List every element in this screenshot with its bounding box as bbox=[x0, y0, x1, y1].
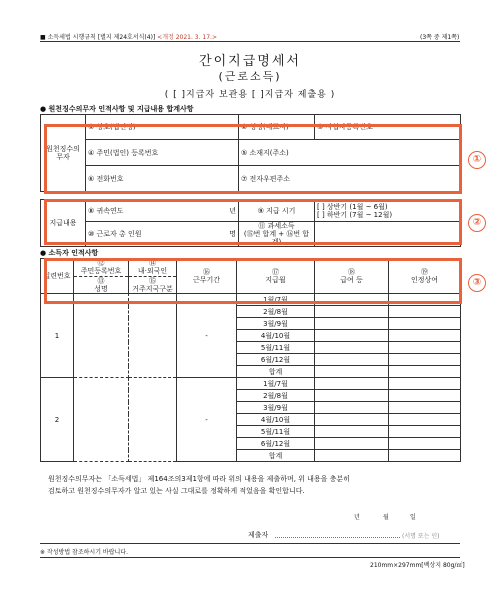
row-month-label: 3월/9월 bbox=[237, 402, 315, 414]
payment-side-label: 지급내용 bbox=[41, 200, 86, 247]
row-salary-cell[interactable] bbox=[315, 402, 389, 414]
row-bonus-cell[interactable] bbox=[389, 414, 461, 426]
date-year: 년 bbox=[354, 514, 360, 521]
row-bonus-cell[interactable] bbox=[389, 426, 461, 438]
attribution-year-field[interactable]: ⑧ 귀속연도 년 bbox=[86, 200, 239, 222]
row-month-label: 3월/9월 bbox=[237, 318, 315, 330]
copy-type-checkboxes[interactable]: ( [ ]지급자 보관용 [ ]지급자 제출용 ) bbox=[164, 90, 336, 100]
row-month-label: 1월/7월 bbox=[237, 294, 315, 306]
submitter-line[interactable] bbox=[275, 537, 400, 538]
submitter-label: 제출자 bbox=[248, 531, 269, 539]
badge-2: ② bbox=[468, 214, 486, 232]
row-salary-cell[interactable] bbox=[315, 318, 389, 330]
row-resident-name-cell[interactable] bbox=[74, 294, 129, 378]
revision-date: <개정 2021. 3. 17.> bbox=[157, 34, 217, 41]
address-field[interactable]: ⑤ 소재지(주소) bbox=[239, 140, 461, 166]
highlight-box-1 bbox=[44, 124, 462, 194]
row-bonus-cell[interactable] bbox=[389, 450, 461, 462]
earner-rows-table bbox=[40, 293, 461, 462]
statement-line-1: 원천징수의무자는 「소득세법」 제164조의3제1항에 따라 위의 내용을 제출하며, 위 내용을 충분히 bbox=[48, 475, 350, 483]
col-nationality: ⑭ 내·외국인 ⑮ 거주지국구분 bbox=[129, 259, 177, 294]
row-bonus-cell[interactable] bbox=[389, 366, 461, 378]
row-month-label: 4월/10월 bbox=[237, 414, 315, 426]
row-month-label: 2월/8월 bbox=[237, 390, 315, 402]
col-serial: 일련번호 bbox=[41, 259, 74, 294]
statement-line-2: 검토하고 원천징수의무자가 알고 있는 사실 그대로를 정확하게 적었음을 확인합니다. bbox=[48, 487, 305, 495]
row-salary-cell[interactable] bbox=[315, 306, 389, 318]
second-half-checkbox[interactable]: [ ] 하반기 (7월 ~ 12월) bbox=[317, 210, 393, 219]
signature-label: (서명 또는 인) bbox=[402, 533, 440, 540]
taxable-income-label: ⑪ 과세소득 (⑮번 합계 + ⑯번 합계) bbox=[239, 222, 315, 247]
row-salary-cell[interactable] bbox=[315, 438, 389, 450]
row-month-label: 6월/12월 bbox=[237, 438, 315, 450]
first-half-checkbox[interactable]: [ ] 상반기 (1월 ~ 6월) bbox=[317, 202, 388, 211]
row-resident-name-cell[interactable] bbox=[74, 378, 129, 462]
form-title: 간이지급명세서 bbox=[199, 54, 301, 69]
row-month-label: 합계 bbox=[237, 366, 315, 378]
row-bonus-cell[interactable] bbox=[389, 390, 461, 402]
col-bonus: ⑲ 인정상여 bbox=[389, 259, 461, 294]
row-bonus-cell[interactable] bbox=[389, 378, 461, 390]
date-month: 월 bbox=[383, 514, 389, 521]
col-salary: ⑱ 급여 등 bbox=[315, 259, 389, 294]
col-work-period: ⑯ 근무기간 bbox=[177, 259, 237, 294]
instruction-note: ※ 작성방법 참조하시기 바랍니다. bbox=[40, 549, 129, 556]
highlight-box-3 bbox=[44, 258, 462, 304]
section3-heading: ● 소득자 인적사항 bbox=[40, 249, 99, 257]
row-salary-cell[interactable] bbox=[315, 426, 389, 438]
phone-field[interactable]: ⑥ 전화번호 bbox=[86, 166, 239, 192]
row-month-label: 합계 bbox=[237, 450, 315, 462]
row-serial: 1 bbox=[41, 294, 74, 378]
row-month-label: 1월/7월 bbox=[237, 378, 315, 390]
row-salary-cell[interactable] bbox=[315, 354, 389, 366]
badge-3: ③ bbox=[468, 274, 486, 292]
resident-reg-no-field[interactable]: ④ 주민(법인) 등록번호 bbox=[86, 140, 239, 166]
col-pay-month: ⑰ 지급월 bbox=[237, 259, 315, 294]
form-reference: ■ 소득세법 시행규칙 [별지 제24호서식(4)] <개정 2021. 3. 17.> bbox=[40, 34, 217, 41]
row-bonus-cell[interactable] bbox=[389, 306, 461, 318]
row-salary-cell[interactable] bbox=[315, 414, 389, 426]
row-month-label: 6월/12월 bbox=[237, 354, 315, 366]
row-bonus-cell[interactable] bbox=[389, 330, 461, 342]
date-day: 일 bbox=[410, 514, 416, 521]
paper-spec: 210mm×297mm[백상지 80g/㎡] bbox=[370, 562, 465, 569]
row-nationality-cell[interactable] bbox=[129, 294, 177, 378]
row-month-label: 4월/10월 bbox=[237, 330, 315, 342]
form-subtitle: (근로소득) bbox=[218, 70, 282, 83]
row-month-label: 5월/11월 bbox=[237, 342, 315, 354]
row-month-label: 2월/8월 bbox=[237, 306, 315, 318]
row-bonus-cell[interactable] bbox=[389, 438, 461, 450]
row-salary-cell[interactable] bbox=[315, 366, 389, 378]
row-bonus-cell[interactable] bbox=[389, 318, 461, 330]
row-serial: 2 bbox=[41, 378, 74, 462]
row-salary-cell[interactable] bbox=[315, 450, 389, 462]
row-work-period[interactable]: - bbox=[177, 294, 237, 378]
col-resident-no: ⑫ 주민등록번호 ⑬ 성명 bbox=[74, 259, 129, 294]
badge-1: ① bbox=[468, 151, 486, 169]
business-name-field[interactable]: ① 상호(법인명) bbox=[86, 115, 239, 140]
business-reg-no-field[interactable]: ③ 사업자등록번호 bbox=[315, 115, 461, 140]
row-work-period[interactable]: - bbox=[177, 378, 237, 462]
payment-period-label: ⑨ 지급 시기 bbox=[239, 200, 315, 222]
row-month-label: 5월/11월 bbox=[237, 426, 315, 438]
section1-heading: ● 원천징수의무자 인적사항 및 지급내용 합계사항 bbox=[40, 105, 194, 113]
row-bonus-cell[interactable] bbox=[389, 354, 461, 366]
row-nationality-cell[interactable] bbox=[129, 378, 177, 462]
employee-count-field[interactable]: ⑩ 근로자 총 인원 명 bbox=[86, 222, 239, 247]
row-bonus-cell[interactable] bbox=[389, 402, 461, 414]
highlight-box-2 bbox=[44, 199, 462, 245]
row-bonus-cell[interactable] bbox=[389, 342, 461, 354]
row-salary-cell[interactable] bbox=[315, 378, 389, 390]
representative-field[interactable]: ② 성명(대표자) bbox=[239, 115, 315, 140]
email-field[interactable]: ⑦ 전자우편주소 bbox=[239, 166, 461, 192]
withholder-side-label: 원천징수의무자 bbox=[41, 115, 86, 192]
row-salary-cell[interactable] bbox=[315, 330, 389, 342]
row-salary-cell[interactable] bbox=[315, 342, 389, 354]
page-indicator: (3쪽 중 제1쪽) bbox=[420, 34, 460, 41]
row-salary-cell[interactable] bbox=[315, 390, 389, 402]
table-row bbox=[41, 378, 461, 390]
